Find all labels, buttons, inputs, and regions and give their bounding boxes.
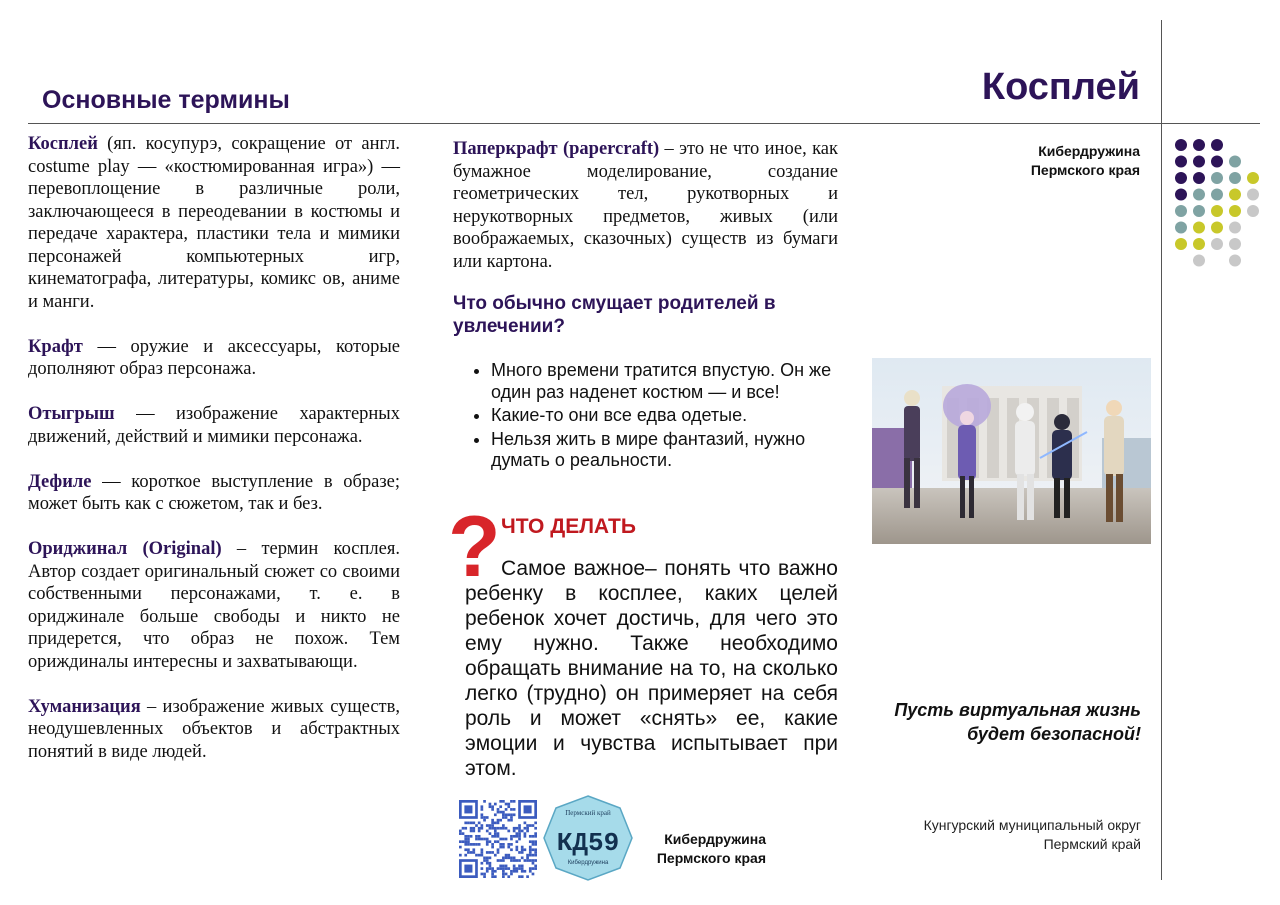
svg-text:Пермский край: Пермский край (565, 809, 611, 817)
svg-text:КД59: КД59 (556, 828, 620, 858)
kd59-logo-icon (542, 794, 634, 882)
what-to-do-text: Самое важное– понять что важно ребенку в косплее, каких целей ребенок хочет достичь, для чего это ему нужно. Также необходимо обращать внимание на то, на сколько легко (трудно) он примеряет на себя роль и может «снять» ее, какие эмоции и чувства испытывает при этом. (465, 557, 838, 780)
term-paragraph: Хуманизация – изображение живых существ, неодушевленных объектов и абстрактных понятий в виде людей. (28, 696, 400, 762)
svg-text:Кибердружина: Кибердружина (567, 860, 609, 866)
what-to-do-heading: ЧТО ДЕЛАТЬ (501, 515, 636, 538)
papercraft-paragraph: Паперкрафт (papercraft) – это не что иное, как бумажное моделирование, создание геометрических тел, рукотворных и нерукотворных предметов, живых (или воображаемых, сказочных) существ из бумаги или картона. (453, 139, 838, 272)
list-item: • Нельзя жить в мире фантазий, нужно думать о реальности. (491, 429, 838, 472)
term-paragraph: Отыгрыш — изображение характерных движений, действий и мимики персонажа. (28, 404, 400, 447)
term-paragraph: Крафт — оружие и аксессуары, которые дополняют образ персонажа. (28, 336, 400, 379)
vertical-divider (1161, 20, 1162, 880)
header-divider (28, 123, 1260, 124)
page-title: Косплей (981, 66, 1140, 108)
question-mark-icon: ? (448, 499, 501, 595)
dot-pattern-decoration (1174, 138, 1266, 270)
section-title: Основные термины (42, 86, 290, 114)
terms-column (28, 133, 400, 786)
term-paragraph: Косплей (яп. косупурэ, сокращение от англ. costume play — «костюмированная игра») — перевоплощение в различные роли, заключающееся в переодевании в костюмы и передаче характера, пластики тела и мимики персонажей компьютерных игр, кинематографа, литературы, комикс ов, аниме и манги. (28, 134, 400, 312)
term-paragraph: Дефиле — короткое выступление в образе; может быть как с сюжетом, так и без. (28, 471, 400, 514)
cosplay-photo (872, 358, 1151, 544)
qr-code-icon (459, 800, 537, 878)
list-item: • Какие-то они все едва одетые. (491, 405, 838, 427)
list-item: • Много времени тратится впустую. Он же один раз наденет костюм — и все! (491, 360, 838, 403)
concerns-heading: Что обычно смущает родителей в увлечении? (453, 293, 776, 337)
org-name-top: Кибердружина Пермского края (1030, 143, 1140, 178)
concerns-list (453, 360, 838, 474)
term-paragraph: Ориджинал (Original) – термин косплея. Автор создает оригинальный сюжет со своими собственными персонажами, т. е. в ориджинале больше свободы и никто не придерется, что образ не похож. Тем ориждиналы интересны и захватывающи. (28, 539, 400, 672)
district-label: Кунгурский муниципальный округ Пермский край (923, 817, 1141, 852)
org-name-bottom: Кибердружина Пермского края (656, 831, 766, 866)
slogan: Пусть виртуальная жизнь будет безопасной! (894, 700, 1141, 744)
